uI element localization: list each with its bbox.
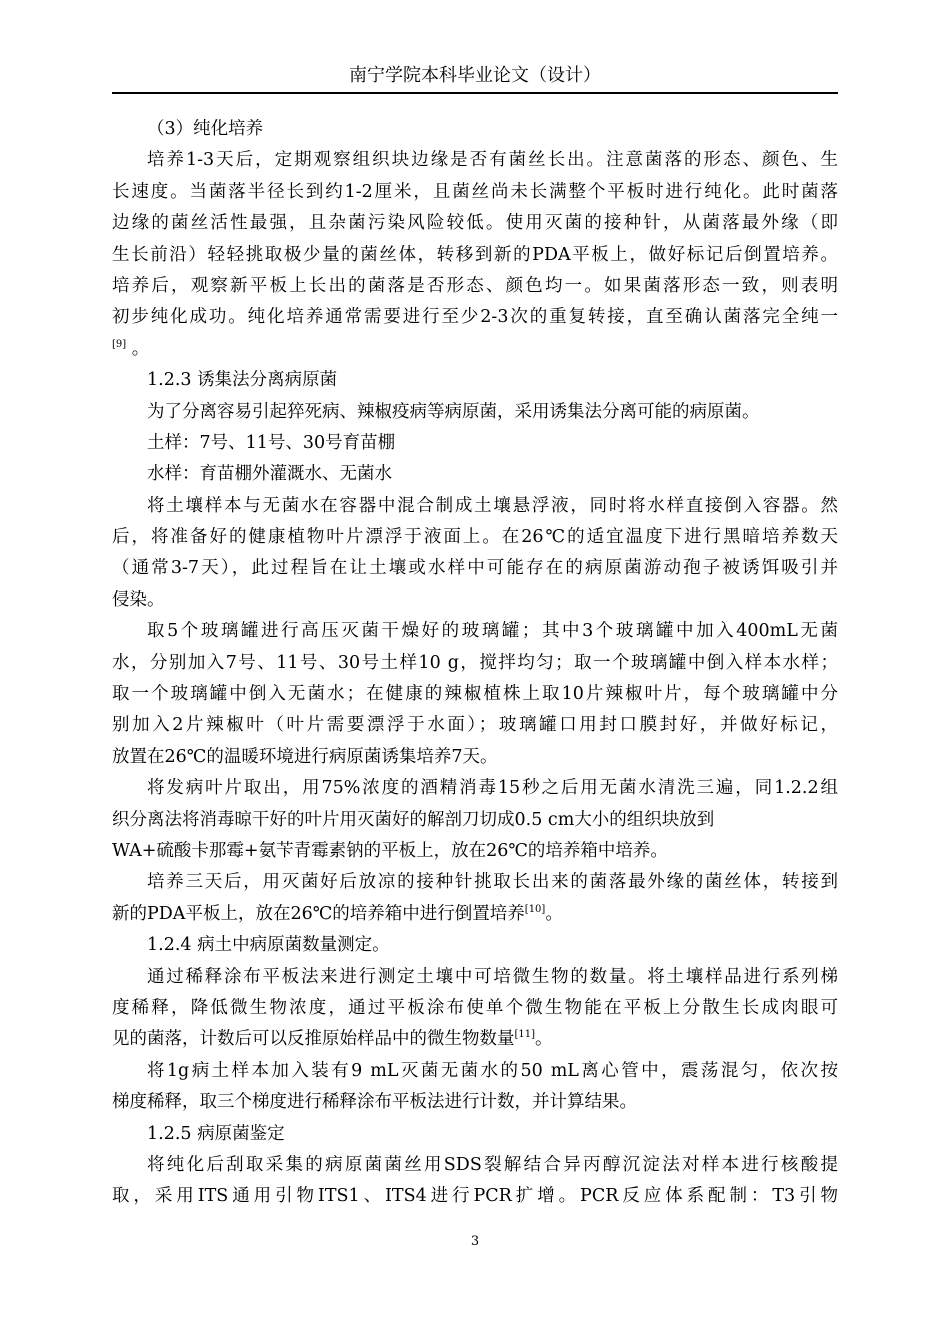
- line-text-after: 。: [126, 338, 150, 359]
- line-text: 织分离法将消毒晾干好的叶片用灭菌好的解剖刀切成0.5 cm大小的组织块放到: [112, 809, 715, 830]
- text-line: [112, 1024, 838, 1055]
- text-line: [112, 365, 838, 396]
- line-text: 将发病叶片取出，用75%浓度的酒精消毒15秒之后用无菌水清洗三遍，同1.2.2组: [147, 778, 838, 799]
- text-line: [112, 867, 838, 898]
- text-line: [112, 1119, 838, 1150]
- line-text: 将1g病土样本加入装有9 mL灭菌无菌水的50 mL离心管中，震荡混匀，依次按: [147, 1060, 838, 1081]
- page-number: 3: [470, 1234, 480, 1249]
- line-text: 培养三天后，用灭菌好后放凉的接种针挑取长出来的菌落最外缘的菌丝体，转接到: [147, 872, 838, 893]
- text-line: [112, 177, 838, 208]
- text-line: [112, 145, 838, 176]
- line-text: 新的PDA平板上，放在26℃的培养箱中进行倒置培养: [112, 903, 525, 924]
- line-text: 将纯化后刮取采集的病原菌菌丝用SDS裂解结合异丙醇沉淀法对样本进行核酸提: [147, 1154, 838, 1175]
- text-line: [112, 1181, 838, 1212]
- line-text: 放置在26℃的温暖环境进行病原菌诱集培养7天。: [112, 746, 498, 767]
- line-text: 水，分别加入7号、11号、30号土样10 g，搅拌均匀；取一个玻璃罐中倒入样本水样；: [112, 652, 838, 673]
- text-line: [112, 114, 838, 145]
- line-text-after: 。: [535, 1029, 553, 1050]
- text-line: [112, 993, 838, 1024]
- text-line: [112, 836, 838, 867]
- header-rule: [112, 92, 838, 94]
- body-text: [112, 114, 838, 1213]
- line-text: 梯度稀释，取三个梯度进行稀释涂布平板法进行计数，并计算结果。: [112, 1092, 637, 1113]
- line-text: 1.2.3 诱集法分离病原菌: [147, 370, 338, 391]
- line-text: 通过稀释涂布平板法来进行测定土壤中可培微生物的数量。将土壤样品进行系列梯: [147, 966, 838, 987]
- text-line: [112, 648, 838, 679]
- text-line: [112, 522, 838, 553]
- text-line: [112, 805, 838, 836]
- line-text: 1.2.4 病土中病原菌数量测定。: [147, 935, 390, 956]
- text-line: [112, 773, 838, 804]
- text-line: [112, 710, 838, 741]
- text-line: [112, 271, 838, 302]
- text-line: [112, 240, 838, 271]
- text-line: [112, 742, 838, 773]
- line-text: 取一个玻璃罐中倒入无菌水；在健康的辣椒植株上取10片辣椒叶片，每个玻璃罐中分: [112, 684, 838, 705]
- text-line: [112, 899, 838, 930]
- text-line: [112, 962, 838, 993]
- line-text: 见的菌落，计数后可以反推原始样品中的微生物数量: [112, 1029, 515, 1050]
- line-text: 取5个玻璃罐进行高压灭菌干燥好的玻璃罐；其中3个玻璃罐中加入400mL无菌: [147, 621, 838, 642]
- line-text: 初步纯化成功。纯化培养通常需要进行至少2-3次的重复转接，直至确认菌落完全纯一: [112, 307, 838, 328]
- line-text: 将土壤样本与无菌水在容器中混合制成土壤悬浮液，同时将水样直接倒入容器。然: [147, 495, 838, 516]
- line-text: （3）纯化培养: [147, 119, 264, 139]
- line-text: 为了分离容易引起猝死病、辣椒疫病等病原菌，采用诱集法分离可能的病原菌。: [147, 401, 760, 422]
- line-text: 取，采用ITS通用引物ITS1、ITS4进行PCR扩增。PCR反应体系配制：T3引物: [112, 1186, 838, 1207]
- line-text: WA+硫酸卡那霉+氨苄青霉素钠的平板上，放在26℃的培养箱中培养。: [112, 840, 668, 861]
- citation-ref: [9]: [112, 338, 127, 350]
- line-text: 长速度。当菌落半径长到约1-2厘米，且菌丝尚未长满整个平板时进行纯化。此时菌落: [112, 181, 838, 202]
- text-line: [112, 397, 838, 428]
- text-line: [112, 208, 838, 239]
- line-text: 生长前沿）轻轻挑取极少量的菌丝体，转移到新的PDA平板上，做好标记后倒置培养。: [112, 244, 838, 265]
- line-text: 水样：育苗棚外灌溉水、无菌水: [147, 464, 392, 485]
- text-line: [112, 491, 838, 522]
- text-line: [112, 1087, 838, 1118]
- line-text-after: 。: [545, 903, 563, 924]
- line-text: 侵染。: [112, 589, 165, 610]
- line-text: 1.2.5 病原菌鉴定: [147, 1123, 285, 1144]
- line-text: 后，将准备好的健康植物叶片漂浮于液面上。在26℃的适宜温度下进行黑暗培养数天: [112, 527, 838, 548]
- text-line: [112, 616, 838, 647]
- citation-ref: [10]: [524, 903, 546, 915]
- line-text: 别加入2片辣椒叶（叶片需要漂浮于水面）；玻璃罐口用封口膜封好，并做好标记，: [112, 715, 838, 736]
- text-line: [112, 585, 838, 616]
- line-text: （通常3-7天），此过程旨在让土壤或水样中可能存在的病原菌游动孢子被诱饵吸引并: [112, 558, 838, 579]
- text-line: [112, 930, 838, 961]
- text-line: [112, 1056, 838, 1087]
- line-text: 边缘的菌丝活性最强，且杂菌污染风险较低。使用灭菌的接种针，从菌落最外缘（即: [112, 213, 838, 234]
- line-text: 培养后，观察新平板上长出的菌落是否形态、颜色均一。如果菌落形态一致，则表明: [112, 275, 838, 296]
- text-line: [112, 459, 838, 490]
- text-line: [112, 334, 838, 365]
- citation-ref: [11]: [514, 1029, 536, 1041]
- text-line: [112, 302, 838, 333]
- line-text: 度稀释，降低微生物浓度，通过平板涂布使单个微生物能在平板上分散生长成肉眼可: [112, 997, 838, 1018]
- line-text: 培养1-3天后，定期观察组织块边缘是否有菌丝长出。注意菌落的形态、颜色、生: [147, 150, 838, 171]
- line-text: 土样：7号、11号、30号育苗棚: [147, 432, 396, 453]
- text-line: [112, 1150, 838, 1181]
- text-line: [112, 553, 838, 584]
- text-line: [112, 679, 838, 710]
- text-line: [112, 428, 838, 459]
- page-header: 南宁学院本科毕业论文（设计）: [349, 65, 601, 86]
